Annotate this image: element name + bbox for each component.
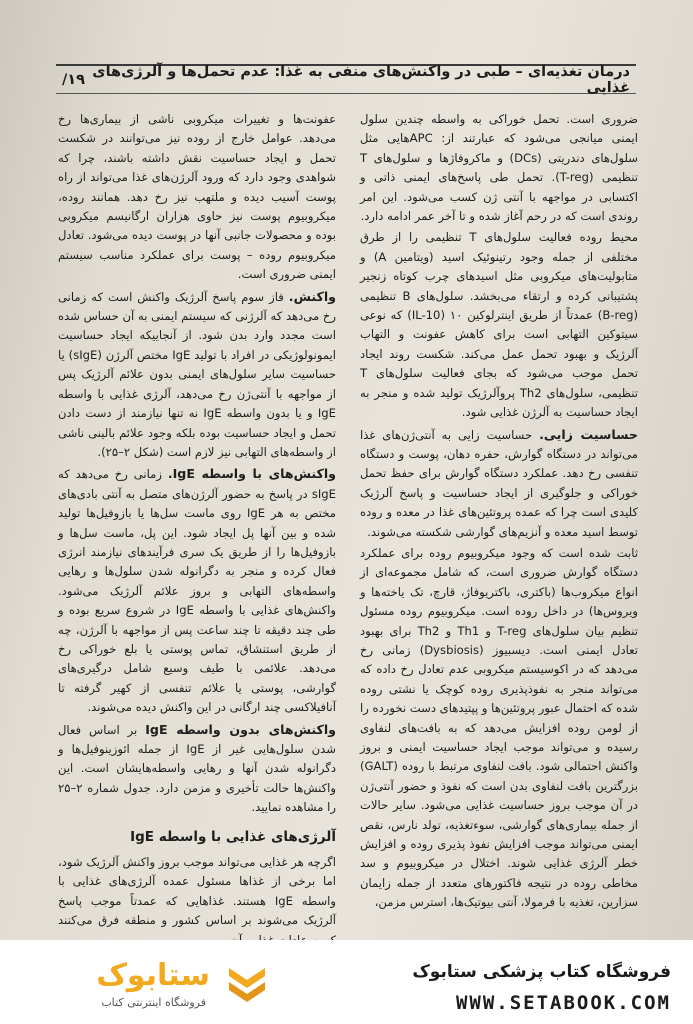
- paragraph: [58, 287, 336, 463]
- paragraph: اگرچه هر غذایی می‌تواند موجب بروز واکنش آلرژیک شود، اما برخی از غذاها مسئول عمده آلرژی‌های غذایی با واسطه IgE هستند. غذاهایی که عمدتاً موجب پاسخ آلرژیک می‌شوند بر اساس کشور و منطقه فرق می‌کنند: [58, 855, 336, 928]
- run-in-heading: واکنش‌های بدون واسطه IgE: [145, 721, 336, 737]
- paragraph-body: فاز سوم پاسخ آلرژیک واکنش است که زمانی رخ می‌دهد که آلرژنی که سیستم ایمنی به آن حساس شده است مجدد وارد بدن شود. از آنجاییکه ایجاد حساسیت ایمونولوژیکی در افراد با تولید IgE مختص آلرژن (sIgE) یا حساسیت سایر سلول‌های ایمنی بدون علائم آلرژیک پس از مواجهه با آنتی‌ژن رخ می‌دهد، آلرژی غذایی با واسطه IgE و یا بدون واسطه IgE نه تنها نیازمند از دست دادن تحمل و ایجاد حساسیت بوده بلکه وجود علائم بالینی ناشی از واسطه‌های التهابی نیز لازم است (شکل ۲–۲۵).: [58, 289, 337, 459]
- left-column: [58, 110, 336, 930]
- logo-tagline: فروشگاه اینترنتی کتاب: [101, 996, 206, 1009]
- paragraph-body: حساسیت زایی به آنتی‌ژن‌های غذا می‌تواند در دستگاه گوارش، حفره دهان، پوست و دستگاه تنفسی رخ دهد. عملکرد دستگاه گوارش برای حفظ تحمل خوراکی و جلوگیری از ایجاد حساسیت و پاسخ آلرژیک کلیدی است چرا که عمده پروتئین‌های غذا در معده و روده توسط اسید معده و آنزیم‌های گوارشی شکسته می‌شوند.: [360, 427, 638, 539]
- text-columns: [58, 110, 638, 930]
- page-number: ۱۹/: [62, 71, 85, 88]
- paragraph: [58, 464, 336, 717]
- right-column: [360, 110, 638, 930]
- setabook-logo[interactable]: [20, 958, 210, 1014]
- paragraph: [360, 425, 638, 542]
- run-in-heading: واکنش.: [288, 288, 336, 304]
- paragraph: [58, 720, 336, 818]
- paragraph-body: بر اساس فعال شدن سلول‌هایی غیر از IgE از جمله ائوزینوفیل‌ها و دگرانوله شدن آنها و رهایی واسطه‌هایشان است. این واکنش‌ها حالت تأخیری و مزمن دارد. جدول شماره ۲–۲۵ را مشاهده نمایید.: [58, 722, 336, 815]
- paragraph: ثابت شده است که وجود میکروبیوم روده برای عملکرد دستگاه گوارش ضروری است، که شامل مجموعه‌ای از انواع میکروب‌ها (باکتری، باکتریوفاژ، قارچ، تک یاخته‌ها و ویروس‌ها) در داخل روده است. میکروبیوم روده مسئول تنظیم بیان سلول‌های T-reg و Th1 و Th2 برای بهبود تعادل ایمنی است. دیسبیوز (Dysbiosis) زمانی رخ می‌دهد که در اکوسیستم میکروبی عدم تعادل رخ داده که می‌تواند منجر به نفوذپذیری روده کوچک یا نشتی روده شده که احتمال عبور پروتئین‌ها و پپتیدهای دست نخورده را از لومن روده افزایش می‌دهد که به بافت‌های لنفاوی رسیده و می‌تواند موجب ایجاد حساسیت ایمنی و بروز واکنش احتمالی شود. بافت لنفاوی مرتبط با روده (GALT) بزرگترین بافت لنفاوی بدن است که نفوذ و حضور آنتی‌ژن در آن موجب بروز حساسیت غذایی می‌شود. سایر حالات از جمله بیماری‌های گوارشی، سوءتغذیه، تولد نارس، نقص ایمنی می‌تواند موجب افزایش نفوذ پذیری روده و افزایش خطر آلرژی غذایی شوند. اختلال در میکروبیوم و سد مخاطی روده در نتیجه فاکتورهای متعدد از جمله زایمان سزارین، تغذیه با فرمولا، آنتی بیوتیک‌ها، استرس مزمن،: [360, 545, 638, 910]
- chevron-logo-icon: [225, 962, 269, 1006]
- header-title: درمان تغذیه‌ای – طبی در واکنش‌های منفی به غذا: عدم تحمل‌ها و آلرژی‌های غذایی: [92, 63, 630, 96]
- running-header: [56, 64, 636, 94]
- section-heading: آلرژی‌های غذایی با واسطه IgE: [130, 828, 336, 845]
- watermark-footer: [0, 940, 693, 1024]
- run-in-heading: واکنش‌های با واسطه IgE.: [167, 466, 336, 482]
- shop-name: فروشگاه کتاب پزشکی ستابوک: [412, 962, 671, 982]
- paragraph: عفونت‌ها و تغییرات میکروبی ناشی از بیماری‌ها رخ می‌دهد. عوامل خارج از روده نیز می‌توانند در شکست تحمل و ایجاد حساسیت نقش داشته باشند، چرا که شواهدی وجود دارد که ورود آلرژن‌های غذا می‌تواند از راه پوست آسیب دیده و ملتهب نیز رخ دهد. همانند روده، میکروبیوم پوست نیز حاوی هزاران ارگانیسم میکروبی بوده و محصولات جانبی آنها در پوست دیده می‌شود. تعادل میکروبیوم روده – پوست برای عملکرد مناسب سیستم ایمنی ضروری است.: [58, 112, 336, 282]
- website-link[interactable]: WWW.SETABOOK.COM: [455, 992, 671, 1014]
- paragraph: محیط روده فعالیت سلول‌های T تنظیمی را از طرق مختلفی از جمله وجود رتینوئیک اسید (ویتامین A) و متابولیت‌های میکروبی مثل اسیدهای چرب کوتاه زنجیر پشتیبانی کرده و ارتقاء می‌بخشد. سلول‌های B تنظیمی (B-reg) عمدتاً از طریق اینترلوکین ۱۰ (IL-10) که نوعی سیتوکین التهابی است برای کاهش عفونت و التهاب آلرژیک و بهبود تحمل عمل می‌کند. شکست روند ایجاد تحمل موجب می‌شود که بجای فعالیت سلول‌های T تنظیمی، سلول‌های Th2 پروآلرژیک تولید شده و منجر به ایجاد حساسیت به آلرژن غذایی شود.: [360, 230, 638, 420]
- run-in-heading: حساسیت زایی.: [539, 426, 638, 442]
- logo-name: ستابوک: [96, 958, 210, 993]
- paragraph: ضروری است. تحمل خوراکی به واسطه چندین سلول ایمنی میانجی می‌شود که عبارتند از: APCهایی مثل سلول‌های دندریتی (DCs) و ماکروفاژها و سلول‌های T تنظیمی (T-reg). تحمل طی پاسخ‌های ایمنی ذاتی و اکتسابی در مواجهه با آنتی ژن کسب می‌شود. این امر روندی است که در رحم آغاز شده و تا آخر عمر ادامه دارد.: [360, 112, 639, 224]
- paragraph-body: زمانی رخ می‌دهد که sIgE در پاسخ به حضور آلرژن‌های متصل به آنتی بادی‌های مختص به هر IgE روی ماست سل‌ها یا بازوفیل‌ها تولید شده و بین آنها پل ایجاد شود. این پل، ماست سل‌ها و بازوفیل‌ها را از طریق یک سری فرآیندهای نیازمند انرژی فعال کرده و منجر به دگرانوله شدن سلول‌ها و رهایی واسطه‌های التهابی و بروز علائم آلرژیک می‌شود. واکنش‌های غذایی با واسطه IgE در شروع سریع بوده و طی چند دقیقه تا چند ساعت پس از مواجهه با آلرژن، چه از طریق استنشاق، تماس پوستی یا بلع خوراکی رخ می‌دهد. علائمی با طیف وسیع شامل درگیری‌های گوارشی، پوستی یا علائم تنفسی از کهیر گرفته تا آنافیلاکسی چند ارگانی در این واکنش دیده می‌شوند.: [58, 467, 336, 715]
